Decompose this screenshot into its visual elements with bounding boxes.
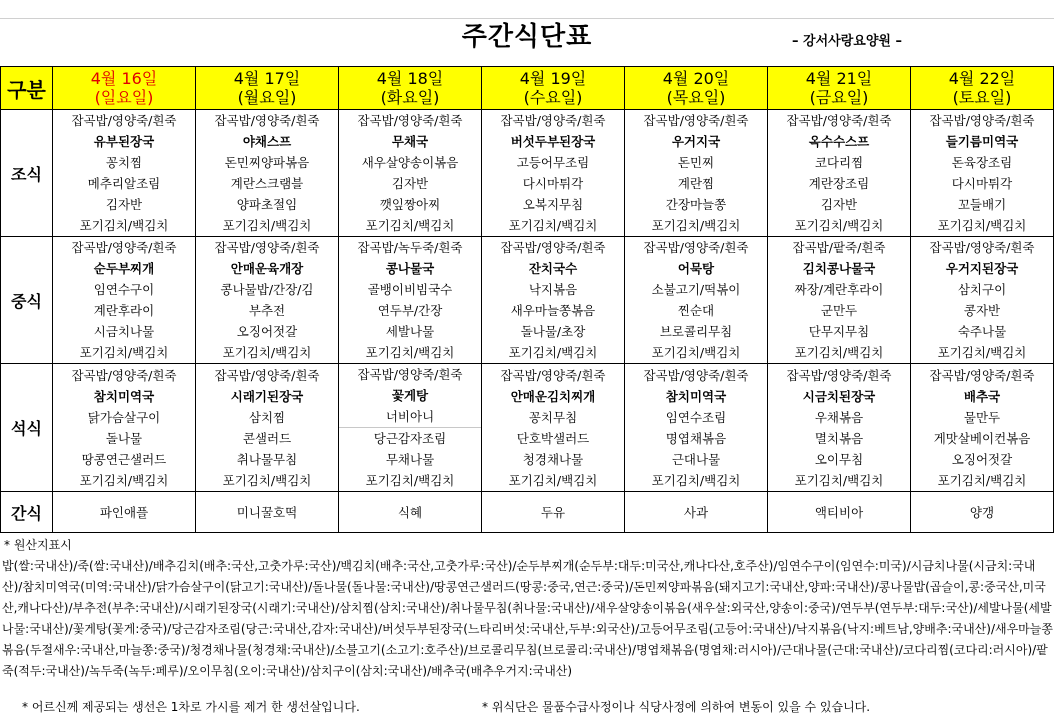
menu-item: 잡곡밥/영양죽/흰죽 [500,367,606,383]
menu-item: 새우살양송이볶음 [361,155,459,170]
menu-item: 소불고기/떡볶이 [651,282,741,297]
menu-item: 양파초절임 [236,197,298,212]
menu-item: 단호박샐러드 [516,430,590,446]
menu-item: 근대나물 [671,451,721,467]
organization-name: – 강서사랑요양원 – [792,34,902,49]
menu-item: 포기김치/백김치 [222,345,312,360]
day-header-thu [625,67,768,110]
menu-cell [911,237,1054,364]
menu-item: 고등어무조림 [516,155,590,170]
menu-item: 꼬들배기 [957,197,1007,212]
category-header: 구분 [1,67,53,110]
menu-item: 야채스프 [242,134,292,149]
menu-item: 꽃게탕 [391,388,429,403]
meal-row-breakfast [1,110,1054,237]
menu-item: 포기김치/백김치 [651,218,741,233]
menu-item: 꽁치찜 [105,155,143,170]
menu-item: 포기김치/백김치 [79,218,169,233]
menu-item: 멸치볶음 [814,430,864,446]
menu-item: 우거지된장국 [945,261,1019,276]
origin-notes [0,535,1054,725]
menu-item: 다시마튀각 [951,176,1013,191]
menu-item: 김치콩나물국 [802,261,876,276]
menu-item: 계란후라이 [93,303,155,318]
menu-item: 잡곡밥/영양죽/흰죽 [214,240,320,255]
menu-item: 다시마튀각 [522,176,584,191]
menu-item: 물만두 [963,409,1001,425]
menu-cell [53,364,196,492]
menu-item: 코다리찜 [814,155,864,170]
menu-cell [53,110,196,237]
menu-item: 포기김치/백김치 [937,472,1027,488]
day-header-sun [53,67,196,110]
menu-item: 잡곡밥/영양죽/흰죽 [71,367,177,383]
menu-cell [768,364,911,492]
menu-cell [482,237,625,364]
meal-label: 석식 [1,364,53,492]
menu-item: 시금치나물 [93,324,155,339]
menu-item: 시래기된장국 [230,388,304,404]
menu-item: 찐순대 [677,303,715,318]
menu-item: 포기김치/백김치 [937,345,1027,360]
menu-item: 참치미역국 [665,388,727,404]
menu-item: 게맛살베이컨볶음 [933,430,1031,446]
menu-item: 돈민찌 [677,155,715,170]
menu-item: 잡곡밥/영양죽/흰죽 [786,367,892,383]
snack-cell: 액티비아 [768,492,911,533]
page-title: 주간식단표 [461,22,593,52]
day-weekday: (화요일) [380,88,440,107]
day-date: 4월 21일 [805,69,873,88]
menu-item: 닭가슴살구이 [87,409,161,425]
menu-item: 계란장조림 [808,176,870,191]
menu-item: 우채볶음 [814,409,864,425]
menu-item: 잡곡밥/팥죽/흰죽 [792,240,886,255]
menu-item: 잡곡밥/녹두죽/흰죽 [357,240,463,255]
day-weekday: (수요일) [523,88,583,107]
day-weekday: (금요일) [809,88,869,107]
menu-item: 무채국 [391,134,429,149]
menu-item: 콩나물밥/간장/김 [220,282,314,297]
menu-item: 포기김치/백김치 [937,218,1027,233]
origin-heading: * 원산지표시 [4,538,72,552]
menu-item: 김자반 [105,197,143,212]
menu-item: 포기김치/백김치 [222,472,312,488]
menu-item: 낙지볶음 [528,282,578,297]
menu-item: 포기김치/백김치 [79,345,169,360]
day-date: 4월 17일 [233,69,301,88]
menu-item: 골뱅이비빔국수 [367,282,453,297]
menu-item: 김자반 [820,197,858,212]
menu-item: 잡곡밥/영양죽/흰죽 [214,367,320,383]
menu-item: 잡곡밥/영양죽/흰죽 [500,113,606,128]
menu-item: 콩자반 [963,303,1001,318]
menu-item: 포기김치/백김치 [365,473,455,488]
menu-item: 돌나물/초장 [520,324,586,339]
menu-cell [196,110,339,237]
menu-item: 콘샐러드 [242,430,292,446]
menu-item: 명엽채볶음 [665,430,727,446]
menu-cell [339,110,482,237]
menu-item: 참치미역국 [93,388,155,404]
menu-item: 포기김치/백김치 [794,218,884,233]
snack-cell: 사과 [625,492,768,533]
menu-cell [339,237,482,364]
menu-item: 버섯두부된장국 [510,134,596,149]
menu-cell [911,110,1054,237]
menu-item: 잡곡밥/영양죽/흰죽 [357,367,463,382]
menu-item: 포기김치/백김치 [365,345,455,360]
meal-label: 조식 [1,110,53,237]
menu-item: 임연수구이 [93,282,155,297]
menu-cell [196,364,339,492]
day-date: 4월 20일 [662,69,730,88]
menu-item: 브로콜리무침 [659,324,733,339]
day-weekday: (일요일) [94,88,154,107]
menu-item: 무채나물 [385,452,435,467]
menu-item: 취나물무침 [236,451,298,467]
menu-item: 잡곡밥/영양죽/흰죽 [214,113,320,128]
menu-item: 메추리알조림 [87,176,161,191]
menu-item: 너비아니 [339,406,481,428]
snack-cell: 두유 [482,492,625,533]
menu-item: 잡곡밥/영양죽/흰죽 [929,367,1035,383]
meal-row-lunch [1,237,1054,364]
menu-item: 당근감자조림 [373,431,447,446]
menu-item: 새우마늘쫑볶음 [510,303,596,318]
menu-item: 삼치찜 [248,409,286,425]
menu-item: 청경채나물 [522,451,584,467]
menu-item: 계란찜 [677,176,715,191]
menu-item: 오복지무침 [522,197,584,212]
menu-cell [625,110,768,237]
menu-item: 잡곡밥/영양죽/흰죽 [929,240,1035,255]
menu-cell [625,237,768,364]
menu-item: 숙주나물 [957,324,1007,339]
menu-item: 잡곡밥/영양죽/흰죽 [500,240,606,255]
day-header-sat [911,67,1054,110]
menu-item: 포기김치/백김치 [79,472,169,488]
day-weekday: (월요일) [237,88,297,107]
menu-item: 포기김치/백김치 [365,218,455,233]
day-header-wed [482,67,625,110]
menu-item: 돌나물 [105,430,143,446]
menu-cell [339,364,482,492]
origin-text: 밥(쌀:국내산)/죽(쌀:국내산)/배추김치(배추:국산,고춧가루:국산)/백김치(배추:국산,고춧가루:국산)/순두부찌개(순두부:대두:미국산,캐나다산,호주산)/임연수구이(임연수:미국)/시금치나물(시금치:국내산)/참치미역국(미역:국내산)/닭가슴살구이(닭고기:국내산)/돌나물(돌나물:국내산)/땅콩연근샐러드(땅콩:중국,연근:중국)/돈민찌양파볶음(돼지고기:국내산,양파:국내산)/콩나물밥(곱슬이,콩:중국산,미국산,캐나다산)/부추전(부추:국내산)/시래기된장국(시래기:국내산)/삼치찜(삼치:국내산)/취나물무침(취나물:국내산)/새우살양송이볶음(새우살:외국산,양송이:중국)/연두부(연두부:대두:국산)/세발나물(세발나물:국내산)/꽃게탕(꽃게:중국)/당근감자조림(당근:국내산,감자:국내산)/버섯두부된장국(느타리버섯:국내산,두부:외국산)/고등어무조림(고등어:국내산)/낙지볶음(낙지:베트남,양배추:국내산)/새우마늘쫑볶음(두절새우:국내산,마늘쫑:중국)/청경채나물(청경채:국내산)/소불고기(소고기:호주산)/브로콜리무침(브로콜리:국내산)/명엽채볶음(명엽채:러시아)/근대나물(근대:국내산)/코다리찜(코다리:러시아)/팥죽(적두:국내산)/녹두죽(녹두:페루)/오이무침(오이:국내산)/삼치구이(삼치:국내산)/배추국(배추우거지:국내산) [2,559,1053,678]
menu-item: 계란스크램블 [230,176,304,191]
menu-item: 잡곡밥/영양죽/흰죽 [786,113,892,128]
menu-item: 오징어젓갈 [236,324,298,339]
menu-item: 부추전 [248,303,286,318]
menu-item: 오징어젓갈 [951,451,1013,467]
menu-item: 포기김치/백김치 [508,218,598,233]
meal-row-dinner [1,364,1054,492]
snack-cell: 파인애플 [53,492,196,533]
menu-item: 안매운김치찌개 [510,388,596,404]
menu-item: 콩나물국 [385,261,435,276]
menu-item: 군만두 [820,303,858,318]
menu-cell [196,237,339,364]
day-date: 4월 19일 [519,69,587,88]
meal-label: 중식 [1,237,53,364]
day-weekday: (토요일) [952,88,1012,107]
menu-item: 짜장/계란후라이 [794,282,884,297]
change-note: * 위식단은 물품수급사정이나 식당사정에 의하여 변동이 있을 수 있습니다. [482,700,871,714]
menu-item: 삼치구이 [957,282,1007,297]
menu-item: 어묵탕 [677,261,715,276]
menu-item: 포기김치/백김치 [508,345,598,360]
menu-item: 포기김치/백김치 [222,218,312,233]
menu-item: 단무지무침 [808,324,870,339]
menu-cell [53,237,196,364]
menu-item: 포기김치/백김치 [651,345,741,360]
menu-item: 간장마늘쫑 [665,197,727,212]
day-date: 4월 16일 [90,69,158,88]
snack-cell: 양갱 [911,492,1054,533]
menu-cell [768,110,911,237]
menu-item: 잡곡밥/영양죽/흰죽 [929,113,1035,128]
menu-item: 포기김치/백김치 [508,472,598,488]
meal-row-snack [1,492,1054,533]
day-header-tue [339,67,482,110]
menu-item: 잡곡밥/영양죽/흰죽 [643,113,749,128]
menu-item: 배추국 [963,388,1001,404]
menu-item: 옥수수스프 [808,134,870,149]
menu-item: 시금치된장국 [802,388,876,404]
menu-item: 세발나물 [385,324,435,339]
menu-cell [911,364,1054,492]
menu-item: 포기김치/백김치 [794,345,884,360]
menu-cell [482,110,625,237]
menu-item: 오이무침 [814,451,864,467]
menu-item: 안매운육개장 [230,261,304,276]
menu-item: 순두부찌개 [93,261,155,276]
day-date: 4월 22일 [948,69,1016,88]
menu-item: 잡곡밥/영양죽/흰죽 [71,240,177,255]
menu-item: 연두부/간장 [377,303,443,318]
menu-item: 김자반 [391,176,429,191]
menu-item: 우거지국 [671,134,721,149]
header-row [1,67,1054,110]
menu-item: 잡곡밥/영양죽/흰죽 [71,113,177,128]
menu-item: 임연수조림 [665,409,727,425]
menu-item: 포기김치/백김치 [794,472,884,488]
day-weekday: (목요일) [666,88,726,107]
menu-item: 잡곡밥/영양죽/흰죽 [643,367,749,383]
meal-label: 간식 [1,492,53,533]
title-row [0,0,1054,67]
menu-item: 잡곡밥/영양죽/흰죽 [357,113,463,128]
day-header-fri [768,67,911,110]
menu-item: 포기김치/백김치 [651,472,741,488]
snack-cell: 식혜 [339,492,482,533]
menu-item: 돈민찌양파볶음 [224,155,310,170]
fish-note: * 어르신께 제공되는 생선은 1차로 가시를 제거 한 생선살입니다. [22,700,360,714]
day-header-mon [196,67,339,110]
day-date: 4월 18일 [376,69,444,88]
menu-item: 땅콩연근샐러드 [81,451,167,467]
menu-cell [482,364,625,492]
menu-cell [625,364,768,492]
menu-item: 돈육장조림 [951,155,1013,170]
menu-item: 유부된장국 [93,134,155,149]
menu-item: 꽁치무침 [528,409,578,425]
menu-item: 잡곡밥/영양죽/흰죽 [643,240,749,255]
menu-item: 깻잎짱아찌 [379,197,441,212]
menu-item: 들기름미역국 [945,134,1019,149]
snack-cell: 미니꿀호떡 [196,492,339,533]
menu-cell [768,237,911,364]
menu-item: 잔치국수 [528,261,578,276]
weekly-menu-table [0,66,1054,533]
